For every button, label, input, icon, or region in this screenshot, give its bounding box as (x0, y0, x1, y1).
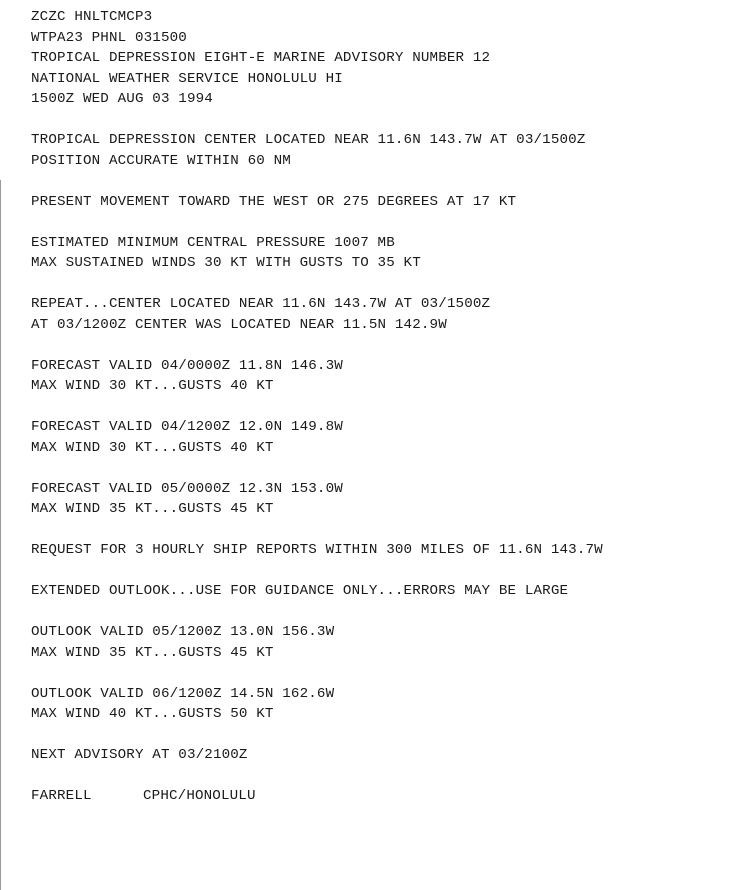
outlook-line: MAX WIND 35 KT...GUSTS 45 KT (31, 644, 274, 661)
request-line: REQUEST FOR 3 HOURLY SHIP REPORTS WITHIN 300 MILES OF 11.6N 143.7W (31, 542, 603, 558)
forecast-line: FORECAST VALID 04/1200Z 12.0N 149.8W (31, 419, 343, 435)
movement-line: PRESENT MOVEMENT TOWARD THE WEST OR 275 DEGREES AT 17 KT (31, 193, 517, 210)
header-line: TROPICAL DEPRESSION EIGHT-E MARINE ADVISORY NUMBER 12 (31, 50, 491, 66)
header-block (31, 7, 721, 110)
repeat-line: AT 03/1200Z CENTER WAS LOCATED NEAR 11.5N 142.9W (31, 316, 447, 333)
pressure-block (31, 233, 721, 274)
center-line: TROPICAL DEPRESSION CENTER LOCATED NEAR 11.6N 143.7W AT 03/1500Z (31, 132, 586, 148)
outlook-block (31, 622, 721, 663)
header-line: WTPA23 PHNL 031500 (31, 29, 187, 46)
movement-block (31, 192, 721, 213)
extended-outlook-block (31, 581, 721, 602)
header-line: NATIONAL WEATHER SERVICE HONOLULU HI (31, 70, 343, 87)
repeat-line: REPEAT...CENTER LOCATED NEAR 11.6N 143.7W AT 03/1500Z (31, 296, 491, 312)
forecast-line: FORECAST VALID 05/0000Z 12.3N 153.0W (31, 480, 343, 497)
center-line: POSITION ACCURATE WITHIN 60 NM (31, 152, 291, 169)
forecast-block (31, 356, 721, 397)
scan-edge-line (0, 180, 1, 890)
forecast-block (31, 417, 721, 458)
forecast-line: MAX WIND 30 KT...GUSTS 40 KT (31, 439, 274, 456)
office-name: CPHC/HONOLULU (143, 788, 256, 804)
outlook-line: MAX WIND 40 KT...GUSTS 50 KT (31, 706, 274, 722)
outlook-line: OUTLOOK VALID 05/1200Z 13.0N 156.3W (31, 624, 335, 640)
next-advisory-line: NEXT ADVISORY AT 03/2100Z (31, 747, 248, 763)
pressure-line: ESTIMATED MINIMUM CENTRAL PRESSURE 1007 MB (31, 234, 395, 251)
forecast-line: MAX WIND 30 KT...GUSTS 40 KT (31, 378, 274, 394)
pressure-line: MAX SUSTAINED WINDS 30 KT WITH GUSTS TO 35 KT (31, 255, 421, 271)
outlook-line: OUTLOOK VALID 06/1200Z 14.5N 162.6W (31, 685, 335, 702)
advisory-text (31, 7, 721, 827)
repeat-block (31, 294, 721, 335)
signature-block (31, 786, 721, 807)
header-line: 1500Z WED AUG 03 1994 (31, 91, 213, 107)
outlook-block (31, 684, 721, 725)
forecast-block (31, 479, 721, 520)
extended-outlook-line: EXTENDED OUTLOOK...USE FOR GUIDANCE ONLY...ERRORS MAY BE LARGE (31, 583, 569, 599)
forecast-line: MAX WIND 35 KT...GUSTS 45 KT (31, 501, 274, 517)
next-advisory-block (31, 745, 721, 766)
forecast-line: FORECAST VALID 04/0000Z 11.8N 146.3W (31, 357, 343, 374)
header-line: ZCZC HNLTCMCP3 (31, 9, 153, 25)
center-block (31, 130, 721, 171)
forecaster-name: FARRELL (31, 788, 92, 804)
request-block (31, 540, 721, 561)
